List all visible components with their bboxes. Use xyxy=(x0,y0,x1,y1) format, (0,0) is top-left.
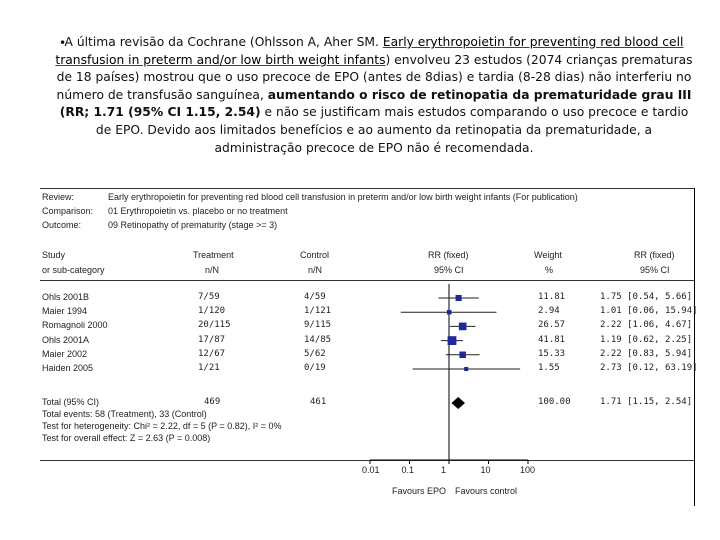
axis-tick-label: 1 xyxy=(441,465,447,475)
study-weight: 11.81 xyxy=(538,292,566,302)
footer-events: Total events: 58 (Treatment), 33 (Control) xyxy=(42,409,207,419)
total-control: 461 xyxy=(310,397,327,407)
cochrane-review-link[interactable]: Early erythropoietin for preventing red blood cell transfusion in preterm and/or low birth weight infants xyxy=(55,35,684,67)
text-end: e não se justificam mais estudos comparando o uso precoce e tardio de EPO. Devido aos limitados benefícios e ao aumento da retinopatia da prematuridade, a administração precoce de EPO não é recomendada. xyxy=(95,105,689,155)
study-treatment: 12/67 xyxy=(198,348,226,359)
study-treatment: 20/115 xyxy=(198,320,231,331)
axis-tick-label: 100 xyxy=(520,465,536,475)
comparison-label: Comparison: xyxy=(42,206,94,216)
total-rr: 1.71 [1.15, 2.54] xyxy=(600,397,693,407)
study-treatment: 17/87 xyxy=(198,334,226,345)
header-study-sub: or sub-category xyxy=(42,265,105,275)
study-marker xyxy=(459,323,467,331)
bold-finding: aumentando o risco de retinopatia da prematuridade grau III (RR; 1.71 (95% CI 1.15, 2.54) xyxy=(59,87,692,120)
slide-bullet-text xyxy=(54,34,694,157)
study-name: Ohls 2001A xyxy=(42,334,90,345)
pooled-diamond xyxy=(451,397,465,409)
study-rr: 1.19 [0.62, 2.25] xyxy=(600,334,693,345)
study-weight: 15.33 xyxy=(538,348,566,359)
header-rr-right-sub: 95% CI xyxy=(640,265,670,275)
review-value: Early erythropoietin for preventing red blood cell transfusion in preterm and/or low birth weight infants (For publication) xyxy=(108,192,578,202)
axis-tick-label: 10 xyxy=(480,465,491,475)
total-label: Total (95% CI) xyxy=(42,397,100,407)
outcome-label: Outcome: xyxy=(42,220,82,230)
study-control: 1/121 xyxy=(304,306,332,317)
header-weight-sub: % xyxy=(545,265,554,275)
header-control: Control xyxy=(300,250,330,260)
header-rr: RR (fixed) xyxy=(428,250,469,260)
study-marker xyxy=(456,295,462,301)
forest-plot-figure xyxy=(40,188,698,506)
study-treatment: 1/120 xyxy=(198,306,226,317)
study-marker xyxy=(464,367,468,371)
study-control: 14/85 xyxy=(304,334,332,345)
study-marker xyxy=(459,352,466,359)
study-treatment: 1/21 xyxy=(198,363,220,373)
outcome-value: 09 Retinopathy of prematurity (stage >= 3) xyxy=(108,220,278,230)
study-weight: 41.81 xyxy=(538,334,566,345)
header-treatment-sub: n/N xyxy=(205,265,220,275)
header-study: Study xyxy=(42,250,66,260)
footer-heterogeneity: Test for heterogeneity: Chi² = 2.22, df = 5 (P = 0.82), I² = 0% xyxy=(42,421,282,431)
study-rr: 1.75 [0.54, 5.66] xyxy=(600,292,693,302)
favours-control-label: Favours control xyxy=(455,486,518,496)
study-name: Romagnoli 2000 xyxy=(42,320,108,331)
study-name: Haiden 2005 xyxy=(42,363,94,373)
study-control: 4/59 xyxy=(304,292,326,302)
header-treatment: Treatment xyxy=(193,250,234,260)
header-rr-sub: 95% CI xyxy=(434,265,464,275)
study-treatment: 7/59 xyxy=(198,292,220,302)
axis-tick-label: 0.01 xyxy=(362,465,380,475)
study-weight: 2.94 xyxy=(538,306,560,317)
text-after-link: ) envolveu 23 estudos (2074 crianças prematuras de 18 países) mostrou que o uso precoce de EPO (antes de 8dias) e tardia (8-28 dias) não interferiu no número de transfusão sanguínea, xyxy=(56,52,693,102)
header-weight: Weight xyxy=(534,250,562,260)
study-name: Ohls 2001B xyxy=(42,292,90,302)
header-rr-right: RR (fixed) xyxy=(634,250,675,260)
study-rr: 2.22 [0.83, 5.94] xyxy=(600,348,693,359)
study-control: 9/115 xyxy=(304,320,332,331)
slide-paragraph xyxy=(54,34,694,157)
review-label: Review: xyxy=(42,192,75,202)
study-control: 0/19 xyxy=(304,363,326,373)
forest-plot-chart xyxy=(40,188,694,506)
total-weight: 100.00 xyxy=(538,397,571,407)
study-name: Maier 2002 xyxy=(42,348,88,359)
study-name: Maier 1994 xyxy=(42,306,88,317)
study-marker xyxy=(448,336,457,345)
bullet-marker: • xyxy=(59,36,67,50)
header-control-sub: n/N xyxy=(308,265,323,275)
axis-tick-label: 0.1 xyxy=(401,465,415,475)
study-control: 5/62 xyxy=(304,348,326,359)
total-treatment: 469 xyxy=(204,397,221,407)
study-marker xyxy=(447,310,452,315)
favours-epo-label: Favours EPO xyxy=(392,486,447,496)
study-weight: 26.57 xyxy=(538,320,566,331)
study-rr: 1.01 [0.06, 15.94] xyxy=(600,306,698,317)
study-weight: 1.55 xyxy=(538,363,560,373)
footer-overall-effect: Test for overall effect: Z = 2.63 (P = 0.008) xyxy=(42,433,211,443)
study-rr: 2.22 [1.06, 4.67] xyxy=(600,320,693,331)
text-before-link: A última revisão da Cochrane (Ohlsson A, Aher SM. xyxy=(64,35,383,49)
comparison-value: 01 Erythropoietin vs. placebo or no treatment xyxy=(108,206,288,216)
study-rr: 2.73 [0.12, 63.19] xyxy=(600,363,698,373)
